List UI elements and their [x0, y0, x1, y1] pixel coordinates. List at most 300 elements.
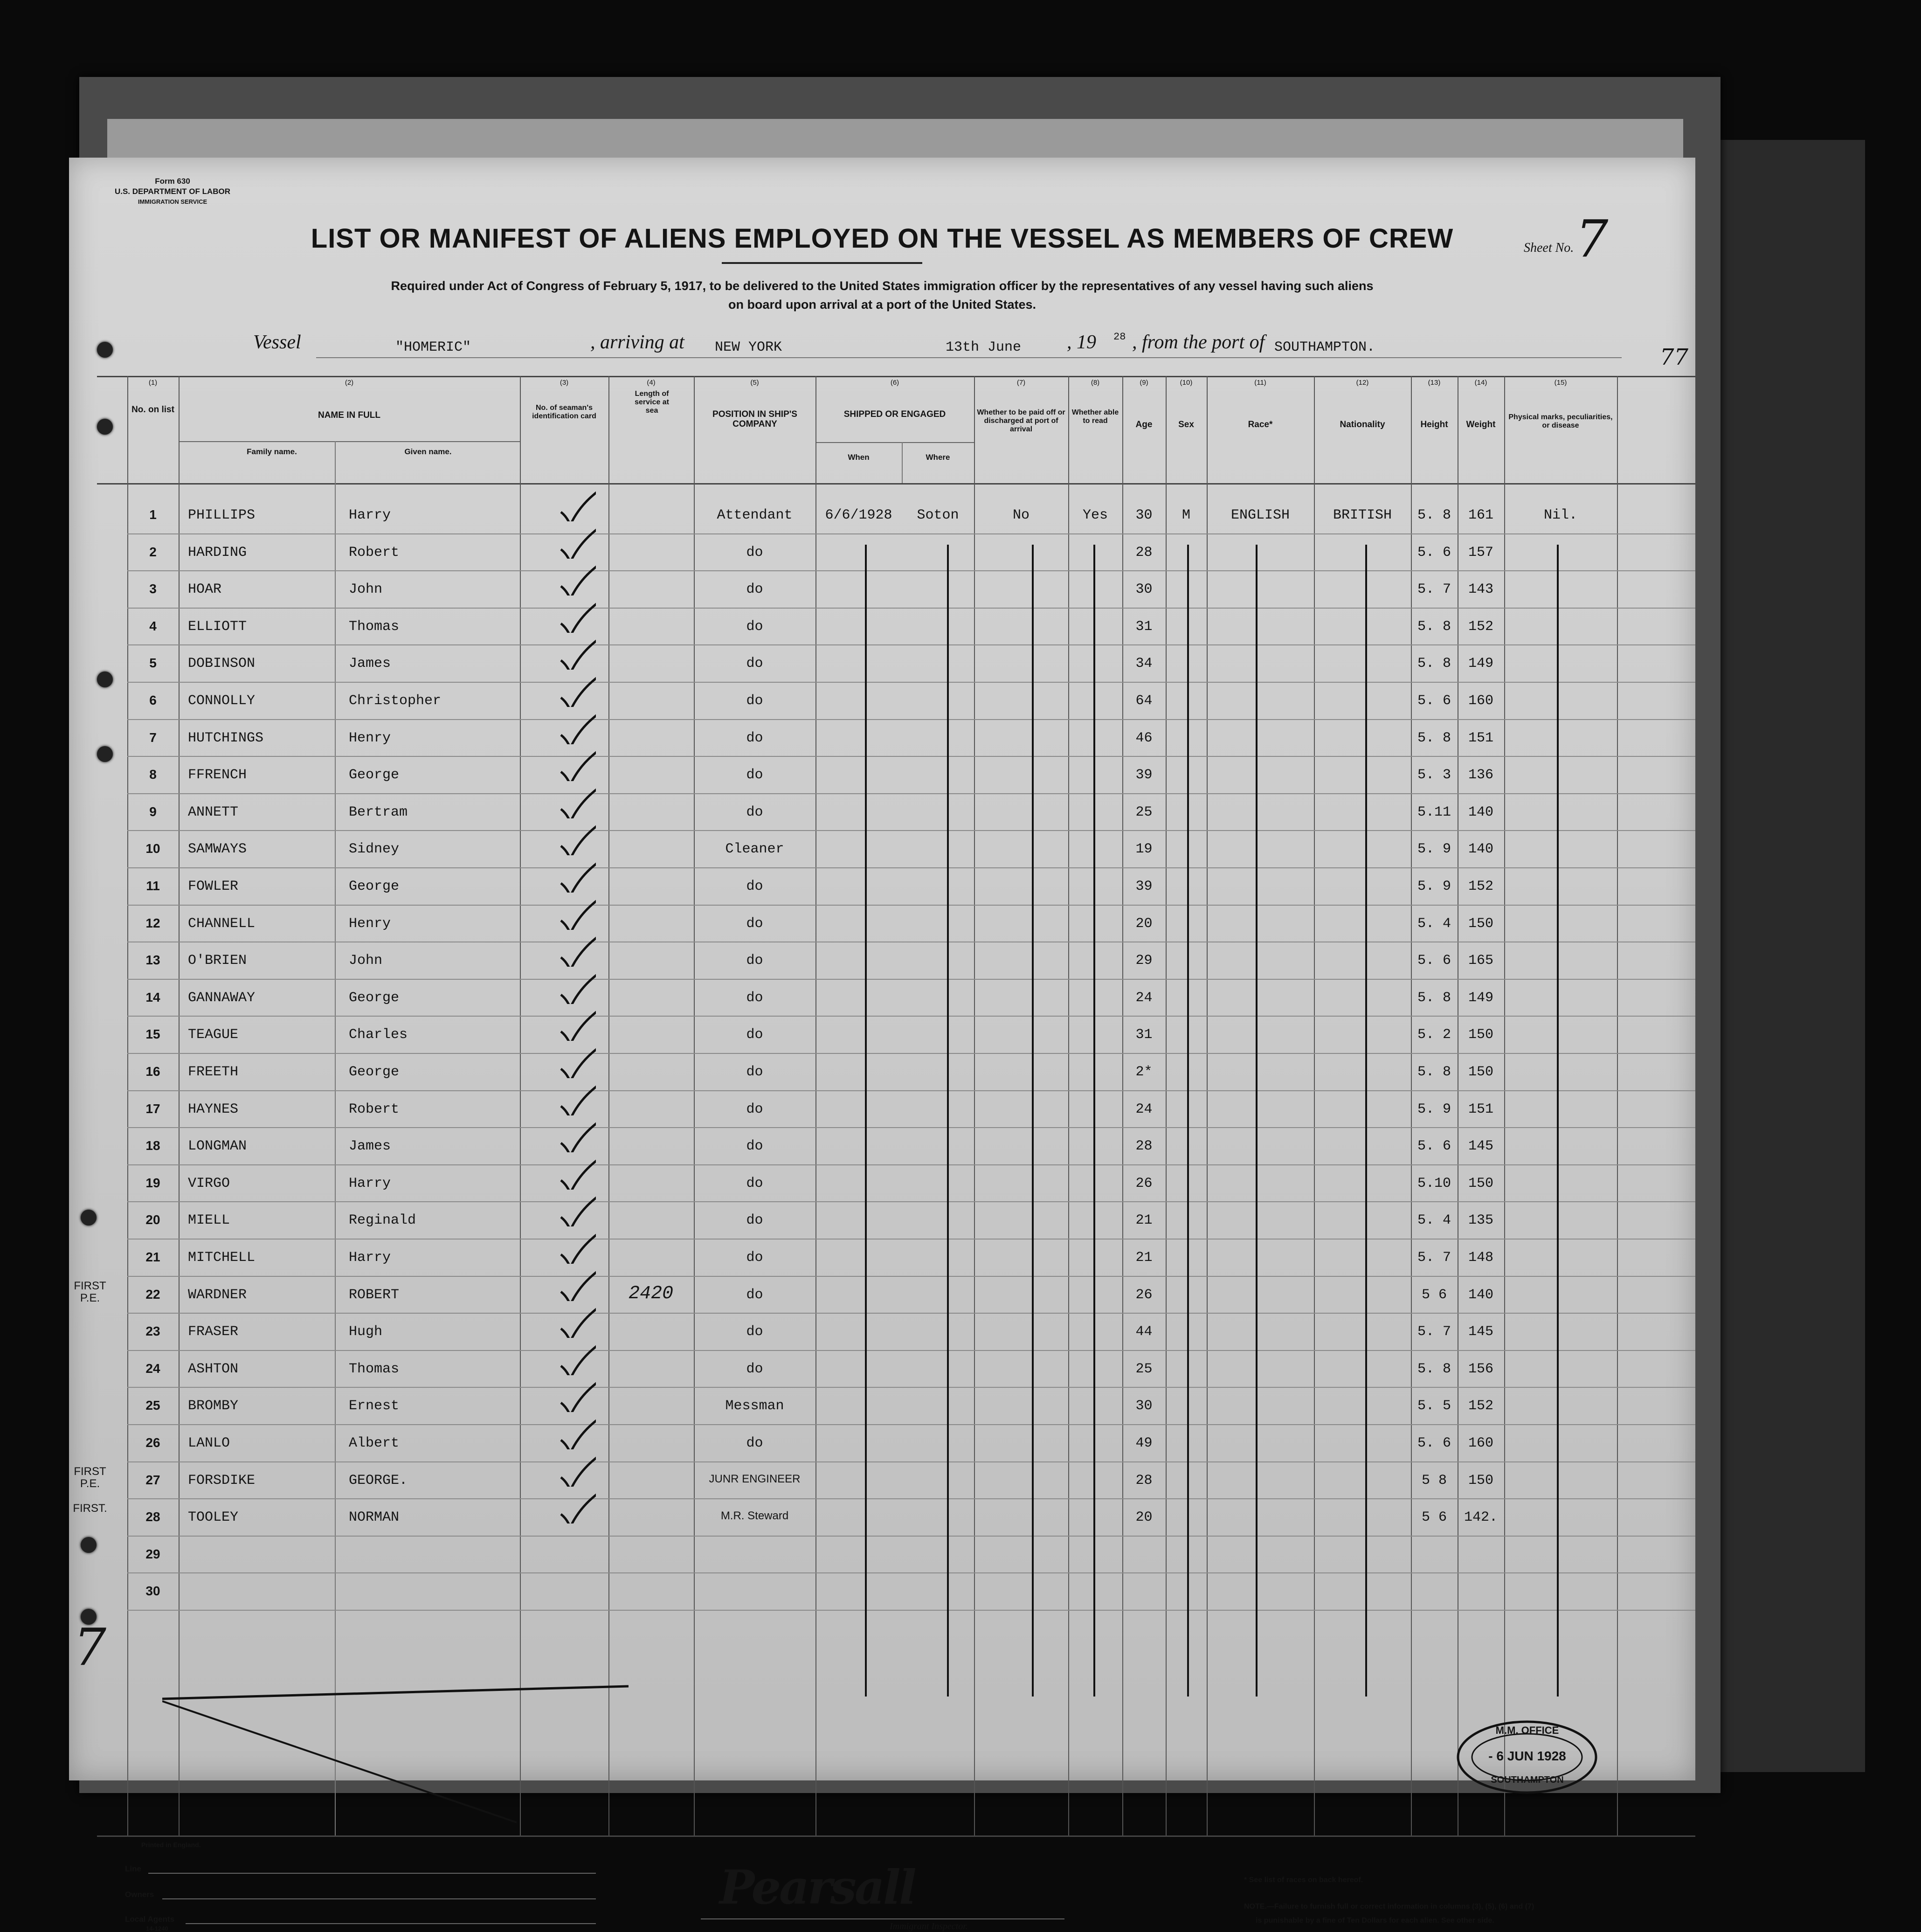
row-position: do	[746, 544, 763, 561]
ditto-line	[1365, 545, 1367, 1697]
row-position: Messman	[725, 1398, 784, 1414]
row-no: 27	[145, 1472, 160, 1487]
col-physical: Physical marks, peculiarities, or disease	[1508, 413, 1613, 429]
check-mark	[559, 1268, 596, 1301]
row-weight: 140	[1468, 804, 1493, 820]
row-no: 20	[145, 1212, 160, 1227]
col-num: (4)	[647, 379, 656, 387]
row-height: 5. 2	[1417, 1027, 1451, 1043]
name-subheader-line	[179, 441, 520, 442]
row-no: 26	[145, 1435, 160, 1450]
column-line	[974, 376, 975, 1835]
row-rule	[127, 1610, 1695, 1611]
column-line	[1207, 376, 1208, 1835]
row-height: 5. 8	[1417, 990, 1451, 1006]
row-position: do	[746, 804, 763, 820]
row-no: 8	[149, 767, 157, 782]
row-given: George	[349, 1064, 400, 1080]
row-rule	[127, 756, 1695, 757]
row-rule	[127, 1053, 1695, 1054]
row-no: 14	[145, 990, 160, 1004]
row-no: 4	[149, 618, 157, 633]
row-given: Harry	[349, 1250, 391, 1266]
column-line	[1504, 376, 1505, 1835]
col-weight: Weight	[1466, 420, 1496, 429]
table-bottom-border	[97, 1835, 1695, 1837]
row-no: 21	[145, 1250, 160, 1264]
row-given: Thomas	[349, 1361, 400, 1377]
row-rule	[127, 570, 1695, 571]
row-height: 5. 4	[1417, 1212, 1451, 1229]
row-height: 5. 6	[1417, 693, 1451, 709]
row-rule	[127, 1127, 1695, 1128]
owners-label: Owners	[125, 1890, 154, 1899]
row-position: do	[746, 582, 763, 598]
vessel-line	[253, 331, 301, 353]
row-position: do	[746, 656, 763, 672]
row-margin-note: FIRST P.E.	[74, 1279, 106, 1304]
row-given: Harry	[349, 507, 391, 523]
check-mark	[559, 712, 596, 744]
row-given: Robert	[349, 1101, 400, 1117]
row-given: John	[349, 953, 383, 969]
row-family: O'BRIEN	[188, 953, 247, 969]
check-mark	[559, 600, 596, 633]
col-given-name: Given name.	[404, 447, 452, 456]
row-given: ROBERT	[349, 1287, 400, 1303]
row-height: 5. 5	[1417, 1398, 1451, 1414]
row-age: 2*	[1135, 1064, 1153, 1080]
row-no: 9	[149, 804, 157, 819]
row-weight: 149	[1468, 656, 1493, 672]
row-no: 16	[145, 1064, 160, 1079]
column-line	[1617, 376, 1618, 1835]
header-bottom-border	[97, 483, 1695, 485]
ditto-line	[1093, 545, 1095, 1697]
row-weight: 150	[1468, 915, 1493, 932]
row-family: SAMWAYS	[188, 841, 247, 858]
penalty-note-2: is punishable by a fine of Ten Dollars for each alien. See other side.	[1256, 1917, 1494, 1925]
row-given: Robert	[349, 544, 400, 561]
row-rule	[127, 1387, 1695, 1388]
col-id-card: No. of seaman's identification card	[532, 404, 596, 420]
row-age: 64	[1135, 693, 1153, 709]
row-height: 5. 8	[1417, 730, 1451, 746]
punch-hole	[97, 419, 113, 435]
row-rule	[127, 1350, 1695, 1351]
check-mark	[559, 786, 596, 818]
row-position: do	[746, 1138, 763, 1155]
row1-sex: M	[1182, 507, 1190, 523]
row-age: 28	[1135, 1472, 1153, 1489]
col-where: Where	[926, 453, 950, 462]
row-weight: 165	[1468, 953, 1493, 969]
row-family: WARDNER	[188, 1287, 247, 1303]
row-rule	[127, 830, 1695, 831]
row-given: NORMAN	[349, 1510, 400, 1526]
row-family: CONNOLLY	[188, 693, 256, 709]
row-weight: 157	[1468, 544, 1493, 561]
check-mark	[559, 1305, 596, 1338]
ditto-line	[1256, 545, 1258, 1697]
punch-hole	[81, 1210, 97, 1226]
row-age: 26	[1135, 1175, 1153, 1191]
agents-label: Local Agents	[125, 1915, 175, 1924]
row-height: 5. 7	[1417, 582, 1451, 598]
row-age: 24	[1135, 990, 1153, 1006]
check-mark	[559, 860, 596, 893]
col-able-read: Whether able to read	[1071, 409, 1119, 425]
row-family: MIELL	[188, 1212, 230, 1229]
row-height: 5 8	[1421, 1472, 1447, 1489]
row-no: 12	[145, 915, 160, 930]
check-mark	[559, 526, 596, 559]
row-rule	[127, 1424, 1695, 1425]
margin-seven: 7	[74, 1617, 106, 1677]
col-position: POSITION IN SHIP'S COMPANY	[712, 409, 797, 429]
title-underline	[722, 262, 922, 264]
row-weight: 152	[1468, 1398, 1493, 1414]
col-num: (1)	[148, 379, 158, 387]
check-mark	[559, 1231, 596, 1264]
row-age: 24	[1135, 1101, 1153, 1117]
row1-when: 6/6/1928	[825, 507, 892, 523]
row-weight: 151	[1468, 730, 1493, 746]
inspector-signature: Pearsall	[719, 1860, 915, 1915]
row-weight: 135	[1468, 1212, 1493, 1229]
service: IMMIGRATION SERVICE	[138, 198, 207, 205]
sheet-label: Sheet No.	[1524, 241, 1574, 255]
row-rule	[127, 1201, 1695, 1202]
row-rule	[127, 608, 1695, 609]
row-weight: 143	[1468, 582, 1493, 598]
check-mark	[559, 674, 596, 707]
row-margin-note: FIRST.	[73, 1502, 107, 1515]
col-num: (12)	[1356, 379, 1369, 387]
table-top-border	[97, 376, 1695, 377]
col-shipped: SHIPPED OR ENGAGED	[843, 409, 946, 419]
row-family: FORSDIKE	[188, 1472, 256, 1489]
year: 28	[1113, 331, 1126, 343]
row-age: 30	[1135, 582, 1153, 598]
row-family: ASHTON	[188, 1361, 239, 1377]
col-sex: Sex	[1178, 420, 1194, 429]
vessel-label: Vessel	[253, 332, 301, 353]
from-port: SOUTHAMPTON.	[1274, 339, 1375, 355]
check-mark	[559, 934, 596, 967]
agents-code: 14-1240	[146, 1925, 168, 1932]
row-family: HOAR	[188, 582, 222, 598]
row-given: Ernest	[349, 1398, 400, 1414]
row-family: LONGMAN	[188, 1138, 247, 1155]
row-family: DOBINSON	[188, 656, 256, 672]
column-line	[608, 376, 609, 1835]
row-position: do	[746, 1435, 763, 1451]
row-height: 5. 8	[1417, 618, 1451, 635]
row-height: 5. 9	[1417, 879, 1451, 894]
arriving-port: NEW YORK	[715, 339, 782, 355]
row-position: do	[746, 1027, 763, 1043]
inspector-label: Immigrant Inspector.	[890, 1921, 968, 1932]
row-no: 10	[145, 841, 160, 856]
row-rule	[127, 1090, 1695, 1091]
row-no: 28	[145, 1510, 160, 1524]
row-no: 18	[145, 1138, 160, 1153]
row-rule	[127, 1536, 1695, 1537]
row-no: 24	[145, 1361, 160, 1376]
row-no: 30	[145, 1584, 160, 1599]
check-mark	[559, 1157, 596, 1190]
row-given: James	[349, 1138, 391, 1155]
row-rule	[127, 1276, 1695, 1277]
manifest-sheet	[69, 158, 1695, 1932]
owners-field	[162, 1898, 596, 1899]
check-mark	[559, 489, 596, 521]
row-family: VIRGO	[188, 1175, 230, 1191]
row-family: CHANNELL	[188, 915, 256, 932]
row-given: Thomas	[349, 618, 400, 635]
row1-race: ENGLISH	[1230, 507, 1290, 523]
col-num: (14)	[1474, 379, 1487, 387]
row-family: FRASER	[188, 1324, 239, 1340]
col-num: (3)	[560, 379, 569, 387]
row-position: Attendant	[717, 507, 793, 523]
line-field	[148, 1873, 596, 1874]
year-prefix: , 19	[1067, 332, 1096, 353]
row-given: George	[349, 990, 400, 1006]
row-position: do	[746, 1250, 763, 1266]
row-position: do	[746, 1212, 763, 1229]
row-position: do	[746, 767, 763, 783]
signature-line	[701, 1918, 1064, 1919]
check-mark	[559, 1083, 596, 1115]
document-title: LIST OR MANIFEST OF ALIENS EMPLOYED ON THE VESSEL AS MEMBERS OF CREW	[311, 223, 1454, 254]
row1-where: Soton	[917, 507, 959, 523]
row-age: 39	[1135, 767, 1153, 783]
row-age: 39	[1135, 879, 1153, 894]
row-weight: 156	[1468, 1361, 1493, 1377]
row-age: 30	[1135, 507, 1153, 523]
row-no: 15	[145, 1027, 160, 1042]
row-given: Reginald	[349, 1212, 416, 1229]
row-position: do	[746, 915, 763, 932]
row-given: John	[349, 582, 383, 598]
margin-note: 77	[1660, 344, 1689, 370]
row-age: 26	[1135, 1287, 1153, 1303]
col-num: (7)	[1016, 379, 1026, 387]
check-mark	[559, 1008, 596, 1041]
row-height: 5. 7	[1417, 1250, 1451, 1266]
col-name-in-full: NAME IN FULL	[318, 410, 381, 420]
row-position: do	[746, 1175, 763, 1191]
row-position: do	[746, 953, 763, 969]
row-rule	[127, 533, 1695, 534]
row-age: 31	[1135, 1027, 1153, 1043]
stamp-bottom: SOUTHAMPTON	[1491, 1775, 1564, 1785]
punch-hole	[97, 342, 113, 358]
col-num: (6)	[890, 379, 899, 387]
row-given: Henry	[349, 915, 391, 932]
row-rule	[127, 905, 1695, 906]
col-paid-off: Whether to be paid off or discharged at port of arrival	[977, 409, 1065, 433]
row-rule	[127, 1461, 1695, 1462]
row-family: HAYNES	[188, 1101, 239, 1117]
row-age: 21	[1135, 1250, 1153, 1266]
row-position: do	[746, 1324, 763, 1340]
col-nationality: Nationality	[1340, 420, 1385, 429]
form-number: Form 630	[155, 177, 190, 186]
row-no: 11	[146, 879, 160, 893]
row-weight: 140	[1468, 1287, 1493, 1303]
row-no: 19	[145, 1175, 160, 1190]
row-family: FOWLER	[188, 879, 239, 894]
check-mark	[559, 1454, 596, 1487]
row-position: JUNR ENGINEER	[709, 1472, 801, 1485]
row-height: 5. 8	[1417, 1064, 1451, 1080]
row1-physical: Nil.	[1543, 507, 1577, 523]
check-mark	[559, 748, 596, 781]
row-weight: 152	[1468, 618, 1493, 635]
row-weight: 151	[1468, 1101, 1493, 1117]
col-age: Age	[1135, 420, 1153, 429]
row-given: George	[349, 879, 400, 894]
row-given: George	[349, 767, 400, 783]
department: U.S. DEPARTMENT OF LABOR	[114, 187, 231, 196]
row-no: 17	[145, 1101, 160, 1116]
row-given: GEORGE.	[349, 1472, 408, 1489]
row-position: do	[746, 879, 763, 894]
check-mark	[559, 637, 596, 670]
row-age: 20	[1135, 1510, 1153, 1526]
row-given: Sidney	[349, 841, 400, 858]
row-weight: 140	[1468, 841, 1493, 858]
column-line	[179, 376, 180, 1835]
col-length-service: Length of service at sea	[635, 390, 669, 415]
row-height: 5. 8	[1417, 656, 1451, 672]
row-height: 5. 4	[1417, 915, 1451, 932]
vessel-underline	[316, 357, 1622, 358]
ditto-line	[947, 545, 949, 1697]
row-family: TEAGUE	[188, 1027, 239, 1043]
row-no: 23	[145, 1324, 160, 1339]
row-family: PHILLIPS	[188, 507, 256, 523]
row-weight: 152	[1468, 879, 1493, 894]
row-age: 49	[1135, 1435, 1153, 1451]
check-mark	[559, 897, 596, 930]
row-given: Christopher	[349, 693, 442, 709]
row-age: 28	[1135, 1138, 1153, 1155]
row-weight: 136	[1468, 767, 1493, 783]
ditto-line	[1032, 545, 1034, 1697]
line-label: Line	[125, 1864, 141, 1873]
row-weight: 145	[1468, 1324, 1493, 1340]
row-age: 21	[1135, 1212, 1153, 1229]
row-no: 6	[149, 693, 157, 707]
row-rule	[127, 1572, 1695, 1573]
row-height: 5 6	[1421, 1510, 1447, 1526]
row-rule	[127, 1498, 1695, 1499]
row-rule	[127, 1164, 1695, 1165]
check-mark	[559, 1046, 596, 1078]
row-rule	[127, 867, 1695, 868]
column-line	[1068, 376, 1069, 1835]
row-no: 22	[145, 1287, 160, 1302]
col-when: When	[848, 453, 870, 462]
col-num: (15)	[1554, 379, 1567, 387]
row-given: Bertram	[349, 804, 408, 820]
row-no: 25	[145, 1398, 160, 1413]
row-rule	[127, 1313, 1695, 1314]
vessel-name: "HOMERIC"	[395, 339, 471, 355]
row-position: Cleaner	[725, 841, 784, 858]
row-rule	[127, 1239, 1695, 1240]
row-position: do	[746, 1361, 763, 1377]
col-num: (13)	[1428, 379, 1441, 387]
col-no-on-list: No. on list	[131, 405, 174, 415]
check-mark	[559, 1491, 596, 1523]
col-num: (2)	[345, 379, 354, 387]
check-mark	[559, 823, 596, 855]
row-given: James	[349, 656, 391, 672]
column-line	[815, 376, 816, 1835]
subtitle-line-2: on board upon arrival at a port of the United States.	[728, 298, 1037, 312]
row-position: M.R. Steward	[720, 1510, 789, 1523]
row-age: 25	[1135, 804, 1153, 820]
stamp-date: - 6 JUN 1928	[1488, 1749, 1566, 1763]
row-given: Albert	[349, 1435, 400, 1451]
row-weight: 150	[1468, 1064, 1493, 1080]
subtitle-line-1: Required under Act of Congress of February 5, 1917, to be delivered to the United States immigration officer by the representatives of any vessel having such aliens	[391, 279, 1374, 293]
row-weight: 142.	[1464, 1510, 1498, 1526]
row-weight: 161	[1468, 507, 1493, 523]
row-family: ELLIOTT	[188, 618, 247, 635]
ditto-line	[1557, 545, 1559, 1697]
check-mark	[559, 971, 596, 1004]
row-age: 44	[1135, 1324, 1153, 1340]
row-family: FREETH	[188, 1064, 239, 1080]
row-age: 29	[1135, 953, 1153, 969]
row-rule	[127, 979, 1695, 980]
shipped-subheader-line	[815, 442, 974, 443]
col-family-name: Family name.	[247, 447, 297, 456]
row-position: do	[746, 730, 763, 746]
col-num: (8)	[1091, 379, 1100, 387]
row-position: do	[746, 1064, 763, 1080]
row-no: 7	[149, 730, 157, 745]
row1-nationality: BRITISH	[1333, 507, 1392, 523]
check-mark	[559, 563, 596, 596]
printed-note: Printed in England.	[141, 1841, 201, 1849]
row-no: 3	[149, 582, 157, 596]
row-rule	[127, 644, 1695, 645]
sub-column-line	[902, 442, 903, 483]
check-mark	[559, 1120, 596, 1152]
row-age: 25	[1135, 1361, 1153, 1377]
column-line	[1166, 376, 1167, 1835]
row-family: ANNETT	[188, 804, 239, 820]
check-mark	[559, 1343, 596, 1375]
check-mark	[559, 1417, 596, 1449]
row-weight: 150	[1468, 1027, 1493, 1043]
penalty-note-1: NOTE.—Failure to furnish full or correct information in columns (3), (5), (6) and (7)	[1244, 1903, 1534, 1911]
row-age: 28	[1135, 544, 1153, 561]
col-race: Race*	[1248, 420, 1273, 429]
row-given: Harry	[349, 1175, 391, 1191]
row-weight: 148	[1468, 1250, 1493, 1266]
row-age: 46	[1135, 730, 1153, 746]
check-mark	[559, 1379, 596, 1412]
row-height: 5. 6	[1417, 1138, 1451, 1155]
